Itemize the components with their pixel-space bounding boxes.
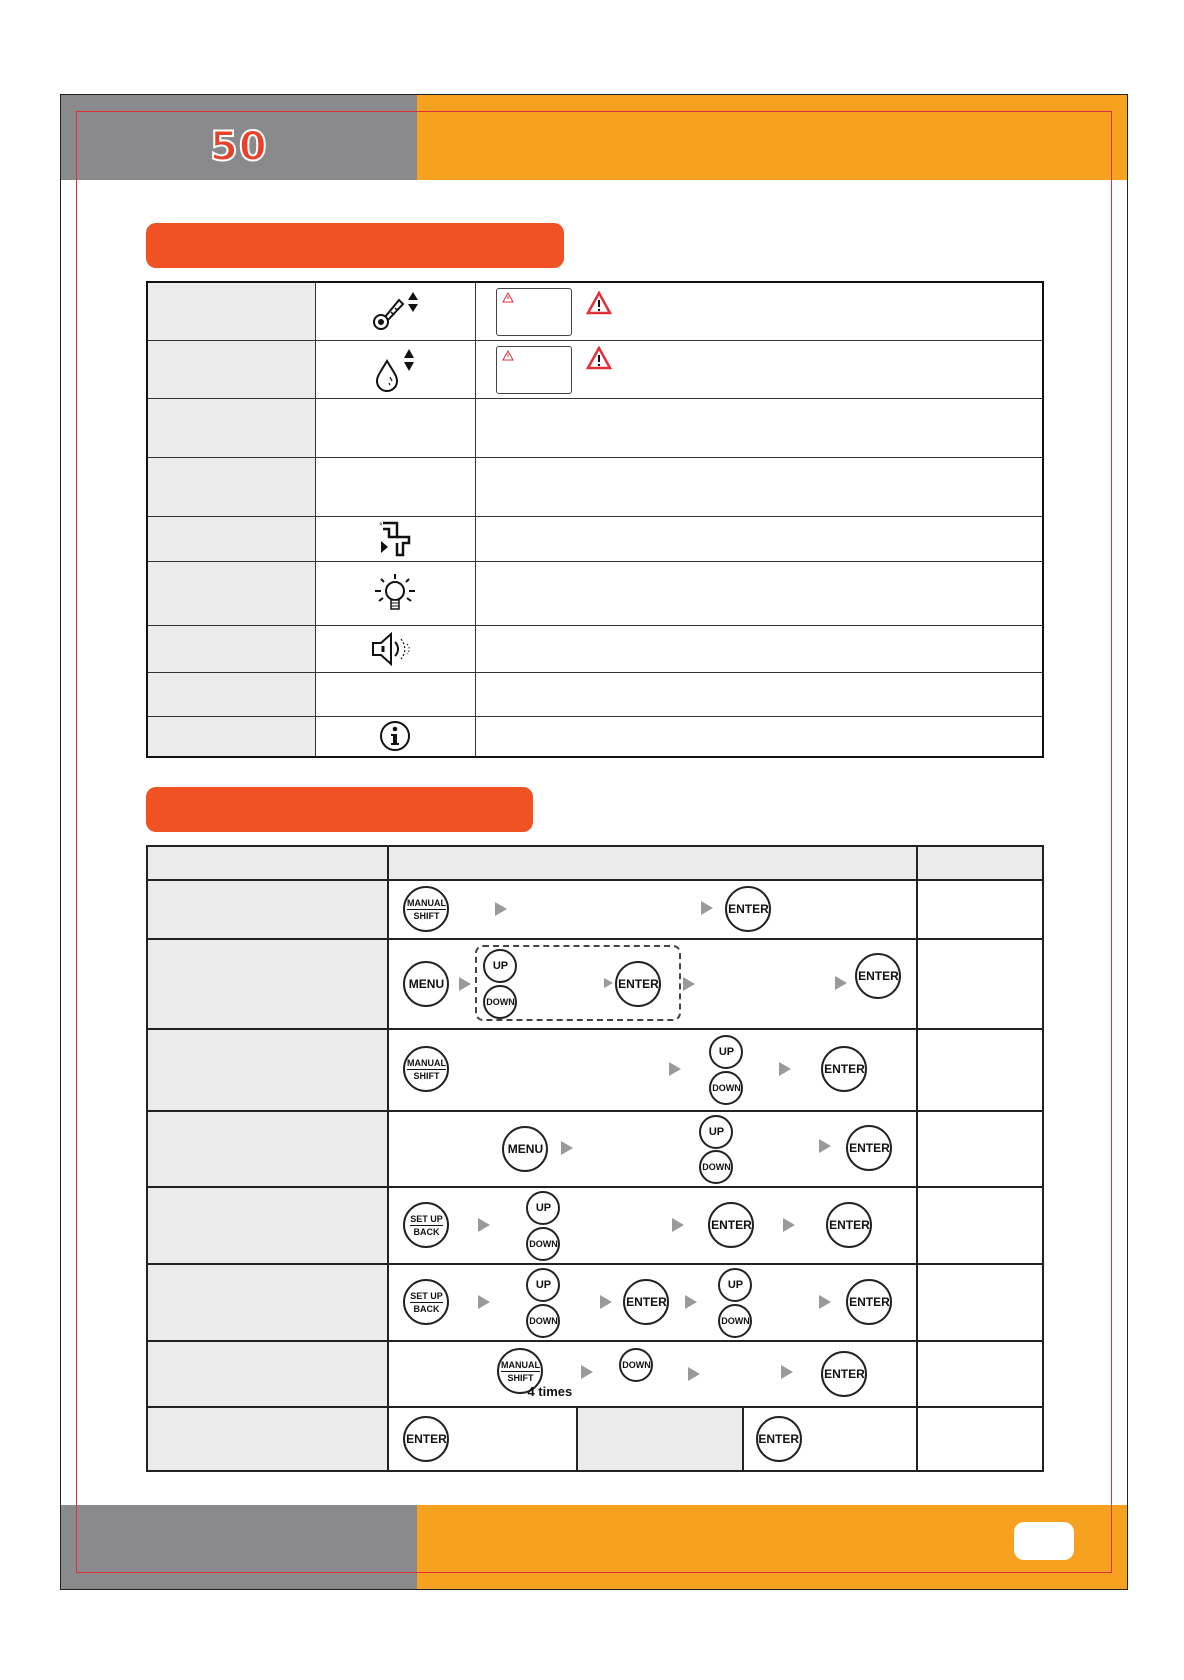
table-row [147,282,1043,341]
table-row [147,717,1043,757]
enter-button[interactable]: ENTER [623,1279,669,1325]
arrow-icon [561,1141,573,1155]
repeat-note: 4 times [527,1384,573,1399]
arrow-icon [604,978,613,988]
lcd-display [496,288,572,336]
table-row [147,399,1043,458]
indicator-table [146,281,1044,758]
table-row [147,1407,1043,1471]
down-button[interactable]: DOWN [699,1150,733,1184]
enter-button[interactable]: ENTER [855,953,901,999]
arrow-icon [781,1365,793,1379]
enter-button[interactable]: ENTER [846,1279,892,1325]
enter-button[interactable]: ENTER [821,1046,867,1092]
arrow-icon [669,1062,681,1076]
table-row [147,1111,1043,1187]
table-row [147,626,1043,673]
lcd-warning-icon [502,350,514,361]
info-icon [378,719,412,753]
enter-button[interactable]: ENTER [708,1202,754,1248]
arrow-icon [683,977,695,991]
down-button[interactable]: DOWN [526,1304,560,1338]
arrow-icon [779,1062,791,1076]
enter-button[interactable]: ENTER [826,1202,872,1248]
arrow-icon [688,1367,700,1381]
table-row [147,1187,1043,1264]
page-number-box [1014,1522,1074,1560]
arrow-icon [495,902,507,916]
setup-back-button[interactable]: SET UP BACK [403,1279,449,1325]
drop-updown-icon [373,347,417,393]
arrow-icon [819,1295,831,1309]
header-logo: 50 [210,124,268,170]
lcd-display [496,346,572,394]
menu-button[interactable]: MENU [403,961,449,1007]
down-button[interactable]: DOWN [718,1304,752,1338]
table-row [147,880,1043,939]
enter-button[interactable]: ENTER [846,1125,892,1171]
speaker-icon [369,629,421,669]
light-bulb-icon [371,571,419,617]
manual-shift-button[interactable]: MANUAL SHIFT [403,886,449,932]
up-button[interactable]: UP [526,1268,560,1302]
arrow-icon [672,1218,684,1232]
arrow-icon [701,901,713,915]
arrow-icon [600,1295,612,1309]
section-banner-2 [146,787,533,832]
arrow-icon [835,976,847,990]
down-button[interactable]: DOWN [619,1348,653,1382]
manual-shift-button[interactable]: MANUAL SHIFT [497,1348,543,1394]
up-button[interactable]: UP [699,1115,733,1149]
table-row [147,458,1043,517]
arrow-icon [478,1218,490,1232]
enter-button[interactable]: ENTER [725,886,771,932]
enter-button[interactable]: ENTER [821,1351,867,1397]
down-button[interactable]: DOWN [526,1227,560,1261]
arrow-icon [685,1295,697,1309]
table-row [147,939,1043,1029]
table-row [147,517,1043,562]
arrow-icon [783,1218,795,1232]
table-header-row [147,846,1043,880]
warning-icon [586,346,612,370]
operation-table [146,845,1044,1472]
arrow-icon [581,1365,593,1379]
up-button[interactable]: UP [709,1035,743,1069]
thermometer-updown-icon [369,290,421,334]
header-orange-panel [417,95,1127,180]
lcd-warning-icon [502,292,514,303]
up-button[interactable]: UP [718,1268,752,1302]
enter-button[interactable]: ENTER [403,1416,449,1462]
up-button[interactable]: UP [526,1191,560,1225]
table-row [147,673,1043,717]
menu-button[interactable]: MENU [502,1126,548,1172]
arrow-icon [459,977,471,991]
footer-grey-panel [61,1505,417,1589]
table-row [147,562,1043,626]
table-row [147,341,1043,399]
enter-button[interactable]: ENTER [756,1416,802,1462]
fan-speed-icon [375,519,415,559]
arrow-icon [819,1139,831,1153]
table-row [147,1341,1043,1407]
section-banner-1 [146,223,564,268]
enter-button[interactable]: ENTER [615,961,661,1007]
svg-text:°: ° [379,522,383,530]
table-row [147,1029,1043,1111]
arrow-icon [478,1295,490,1309]
table-row [147,1264,1043,1341]
up-button[interactable]: UP [483,949,517,983]
manual-shift-button[interactable]: MANUAL SHIFT [403,1046,449,1092]
warning-icon [586,291,612,315]
down-button[interactable]: DOWN [483,985,517,1019]
down-button[interactable]: DOWN [709,1071,743,1105]
setup-back-button[interactable]: SET UP BACK [403,1202,449,1248]
